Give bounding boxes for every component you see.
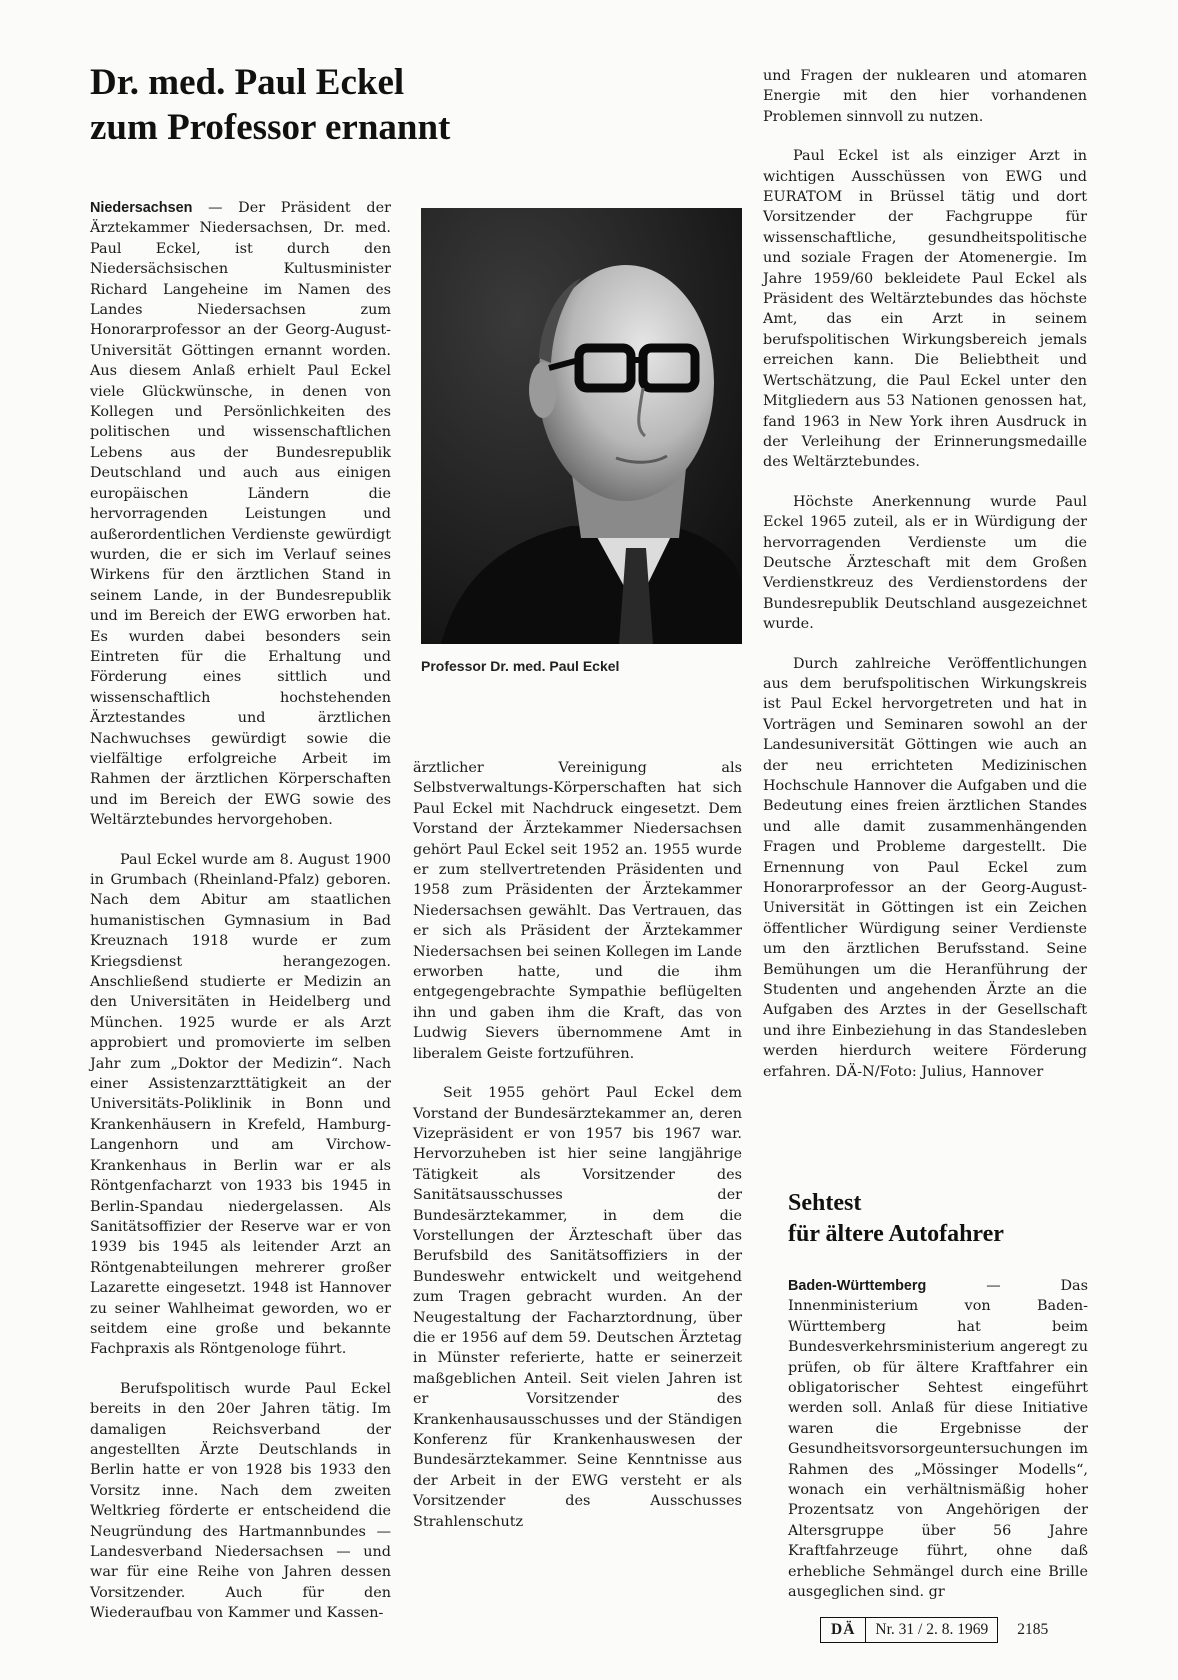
paragraph-7: Paul Eckel ist als einziger Arzt in wichtigen Ausschüssen von EWG und EURATOM in Brüssel tätig und dort Vorsitzender der Fachgruppe für wissenschaftliche, gesundheitspolitische und soziale Fragen der Atomenergie. Im Jahre 1959/60 bekleidete Paul Eckel als Präsident des Weltärztebundes das höchste Amt, das ein Arzt in seinem berufspolitischen Wirkungsbereich jemals erreichen kann. Die Beliebtheit und Wertschätzung, die Paul Eckel unter den Mitgliedern aus 53 Nationen genossen hat, fand 1963 in New York ihren Ausdruck in der Verleihung der Erinnerungsmedaille des Weltärztebundes. [763, 148, 1087, 471]
paragraph-9: Durch zahlreiche Veröffentlichungen aus dem berufspolitischen Wirkungskreis ist Paul Eckel hervorgetreten und hat in Vorträgen und Seminaren sowohl an der Landesuniversität Göttingen wie auch an der neu errichteten Medizinischen Hochschule Hannover die Aufgaben und die Bedeutung eines freien ärztlichen Standes und alle damit zusammenhängenden Fragen und Probleme dargestellt. Die Ernennung von Paul Eckel zum Honorarprofessor an der Georg-August-Universität in Göttingen ist ein Zeichen öffentlicher Würdigung seiner Verdienste um den ärztlichen Berufsstand. Seine Bemühungen um die Heranführung der Studenten und angehenden Ärzte an die Aufgaben des Arztes in der Gesellschaft und ihre Einbeziehung in das Standesleben werden hierdurch weitere Förderung erfahren. DÄ-N/Foto: Julius, Hannover [763, 655, 1087, 1080]
column-2 [413, 758, 742, 1532]
paragraph-4: ärztlicher Vereinigung als Selbstverwaltungs-Körperschaften hat sich Paul Eckel mit Nachdruck eingesetzt. Dem Vorstand der Ärztekammer Niedersachsen gehört Paul Eckel seit 1952 an. 1955 wurde er zum stellvertretenden Präsidenten und 1958 zum Präsidenten der Ärztekammer Niedersachsen gewählt. Das Vertrauen, das er sich als Präsident der Ärztekammer Niedersachsen bei seinen Kollegen im Lande erworben hatte, und die ihm entgegengebrachte Sympathie beflügelten ihn und gaben ihm die Kraft, das von Ludwig Sievers übernommene Amt in liberalem Geiste fortzuführen. [413, 760, 742, 1062]
paragraph-1 [90, 198, 391, 831]
portrait-photo [421, 208, 742, 644]
second-headline-line-1: Sehtest [788, 1190, 862, 1216]
page-number: 2185 [1017, 1621, 1049, 1638]
photo-caption: Professor Dr. med. Paul Eckel [421, 658, 620, 674]
column-3 [763, 66, 1087, 1082]
second-headline-line-2: für ältere Autofahrer [788, 1221, 1004, 1247]
headline-line-2: zum Professor ernannt [90, 107, 451, 148]
journal-box [820, 1617, 998, 1643]
paragraph-8: Höchste Anerkennung wurde Paul Eckel 1965 zuteil, als er in Würdigung der hervorragenden Verdienste um die Deutsche Ärzteschaft mit dem Großen Verdienstkreuz des Verdienstordens der Bundesrepublik Deutschland ausgezeichnet wurde. [763, 493, 1087, 633]
paragraph-1-text: — Der Präsident der Ärztekammer Niedersachsen, Dr. med. Paul Eckel, ist durch den Niedersächsischen Kultusminister Richard Langeheine im Namen des Landes Niedersachsen zum Honorarprofessor an der Georg-August-Universität Göttingen ernannt worden. Aus diesem Anlaß erhielt Paul Eckel viele Glückwünsche, in denen von Kollegen und Persönlichkeiten des politischen und wissenschaftlichen Lebens aus der Bundesrepublik Deutschland und auch aus einigen europäischen Ländern die hervorragenden Leistungen und außerordentlichen Verdienste gewürdigt wurden, die er sich im Verlauf seines Wirkens für den ärztlichen Stand in seinem Lande, in der Bundesrepublik und im Bereich der EWG erworben hat. Es wurden dabei besonders sein Eintreten für die Erhaltung und Förderung eines sittlich und wissenschaftlich hochstehenden Ärztestandes und ärztlichen Nachwuchses gewürdigt sowie die vielfältige erfolgreiche Arbeit im Rahmen der ärztlichen Körperschaften und im Bereich der EWG sowie des Weltärztebundes hervorgehoben. [90, 200, 391, 829]
paragraph-2: Paul Eckel wurde am 8. August 1900 in Grumbach (Rheinland-Pfalz) geboren. Nach dem Abitur am staatlichen humanistischen Gymnasium in Bad Kreuznach 1918 wurde er zum Kriegsdienst herangezogen. Anschließend studierte er Medizin an den Universitäten in Heidelberg und München. 1925 wurde er als Arzt approbiert und promovierte im selben Jahr zum „Doktor der Medizin“. Nach einer Assistenzarzttätigkeit an der Universitäts-Poliklinik in Bonn und Krankenhäusern in Krefeld, Hamburg-Langenhorn und am Virchow-Krankenhaus in Berlin war er als Röntgenfacharzt von 1933 bis 1945 in Berlin-Spandau niedergelassen. Als Sanitätsoffizier der Reserve war er von 1939 bis 1945 als leitender Arzt an Röntgenabteilungen mehrerer großer Lazarette eingesetzt. 1948 ist Hannover zu seiner Wahlheimat geworden, wo er seitdem eine große und bekannte Fachpraxis als Röntgenologe führt. [90, 851, 391, 1358]
issue-info: Nr. 31 / 2. 8. 1969 [875, 1621, 989, 1638]
paragraph-6: und Fragen der nuklearen und atomaren Energie mit den hier vorhandenen Problemen sinnvoll zu nutzen. [763, 68, 1087, 125]
second-paragraph-text: — Das Innenministerium von Baden-Württemberg hat beim Bundesverkehrsministerium angeregt zu prüfen, ob für ältere Kraftfahrer ein obligatorischer Sehtest eingeführt werden soll. Anlaß für diese Initiative waren die Ergebnisse der Gesundheitsvorsorgeuntersuchungen im Rahmen des „Mössinger Modells“, wonach ein verhältnismäßig hoher Prozentsatz von Angehörigen der Altersgruppe über 56 Jahre Kraftfahrzeuge führt, ohne daß erhebliche Sehmängel durch eine Brille ausgeglichen sind. gr [788, 1278, 1088, 1601]
journal-logo: DÄ [821, 1618, 866, 1642]
second-article-paragraph [788, 1276, 1088, 1603]
dateline: Niedersachsen [90, 200, 193, 216]
second-dateline: Baden-Württemberg [788, 1278, 927, 1294]
paragraph-3: Berufspolitisch wurde Paul Eckel bereits in den 20er Jahren tätig. Im damaligen Reichsverband der angestellten Ärzte Deutschlands in Berlin hatte er von 1928 bis 1933 den Vorsitz inne. Nach dem zweiten Weltkrieg förderte er entscheidend die Neugründung des Hartmannbundes — Landesverband Niedersachsen — und war für eine Reihe von Jahren dessen Vorsitzender. Auch für den Wiederaufbau von Kammer und Kassen- [90, 1380, 391, 1622]
second-article-headline [788, 1188, 1004, 1250]
headline-line-1: Dr. med. Paul Eckel [90, 62, 405, 103]
column-1 [90, 198, 391, 1624]
second-article-body [788, 1276, 1088, 1603]
article-headline [90, 60, 450, 150]
paragraph-5: Seit 1955 gehört Paul Eckel dem Vorstand der Bundesärztekammer an, deren Vizepräsident er von 1957 bis 1967 war. Hervorzuheben ist hier seine langjährige Tätigkeit als Vorsitzender des Sanitätsausschusses der Bundesärztekammer, in dem die Vorstellungen der Ärzteschaft über das Berufsbild des Sanitätsoffiziers in der Bundeswehr entwickelt und weitgehend zum Tragen gebracht wurden. An der Neugestaltung der Facharztordnung, über die er 1956 auf dem 59. Deutschen Ärztetag in Münster referierte, hatte er seinerzeit maßgeblichen Anteil. Seit vielen Jahren ist er Vorsitzender des Krankenhausausschusses und der Ständigen Konferenz für Krankenhauswesen der Bundesärztekammer. Seine Kenntnisse aus der Arbeit in der EWG versteht er als Vorsitzender des Ausschusses Strahlenschutz [413, 1085, 742, 1530]
page-footer [820, 1617, 1048, 1643]
